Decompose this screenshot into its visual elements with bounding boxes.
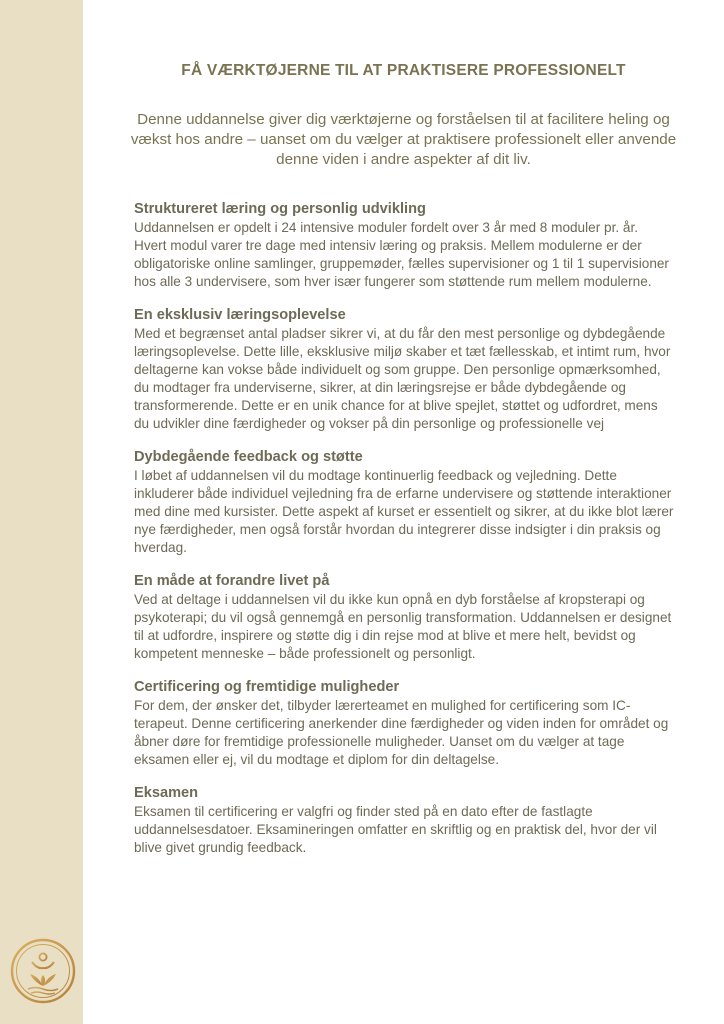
intro-paragraph: Denne uddannelse giver dig værktøjerne og forståelsen til at facilitere heling og vækst hos andre – uanset om du vælger at praktisere professionelt eller anvende denne viden i andre aspekter af dit liv. [130,111,677,168]
section-feedback-support [134,447,674,557]
section-exclusive-experience [134,305,674,433]
decorative-side-strip [0,0,83,1024]
section-body: Uddannelsen er opdelt i 24 intensive moduler fordelt over 3 år med 8 moduler pr. år. Hvert modul varer tre dage med intensiv læring og praksis. Mellem modulerne er der obligatoriske online samlinger, gruppemøder, fælles supervisioner og 1 til 1 supervisioner hos alle 3 undervisere, som hver især fungerer som støttende rum mellem modulerne. [134,220,669,289]
section-body: For dem, der ønsker det, tilbyder lærerteamet en mulighed for certificering som IC-terapeut. Denne certificering anerkender dine færdigheder og viden inden for området og åbner døre for fremtidige professionelle muligheder. Uanset om du vælger at tage eksamen eller ej, vil du modtage et diplom for din deltagelse. [134,698,669,767]
section-title: Dybdegående feedback og støtte [134,449,363,465]
section-title: En eksklusiv læringsoplevelse [134,307,346,323]
section-body: Med et begrænset antal pladser sikrer vi, at du får den mest personlige og dybdegående læringsoplevelse. Dette lille, eksklusive miljø skaber et tæt fællesskab, et intimt rum, hvor deltagerne kan vokse både individuelt og som gruppe. Den personlige opmærksomhed, du modtager fra underviserne, sikrer, at din læringsrejse er både dybdegående og transformerende. Dette er en unik chance for at blive spejlet, støttet og udfordret, mens du udvikler dine færdigheder og vokser på din personlige og professionelle vej [134,326,671,431]
section-body: I løbet af uddannelsen vil du modtage kontinuerlig feedback og vejledning. Dette inkluderer både individuel vejledning fra de erfarne undervisere og støttende interaktioner med dine med kursister. Dette aspekt af kurset er essentielt og sikrer, at du ikke blot lærer nye færdigheder, men også forstår hvordan du integrerer disse indsigter i din praksis og hverdag. [134,468,674,555]
section-exam [134,783,674,857]
section-structured-learning [134,199,674,291]
page-heading: FÅ VÆRKTØJERNE TIL AT PRAKTISERE PROFESSIONELT [181,62,626,79]
lotus-figure-logo-icon [10,938,76,1004]
section-title: Struktureret læring og personlig udvikling [134,201,426,217]
document-page [83,0,724,1024]
section-title: Certificering og fremtidige muligheder [134,679,400,695]
section-title: Eksamen [134,785,199,801]
section-life-change [134,571,674,663]
section-certification [134,677,674,769]
section-body: Ved at deltage i uddannelsen vil du ikke kun opnå en dyb forståelse af kropsterapi og psykoterapi; du vil også gennemgå en personlig transformation. Uddannelsen er designet til at udfordre, inspirere og støtte dig i din rejse mod at blive et mere helt, bevidst og kompetent menneske – både professionelt og personligt. [134,592,672,661]
section-title: En måde at forandre livet på [134,573,330,589]
section-body: Eksamen til certificering er valgfri og finder sted på en dato efter de fastlagte uddannelsesdatoer. Eksamineringen omfatter en skriftlig og en praktisk del, hvor der vil blive givet grundig feedback. [134,804,657,855]
sections-list [134,199,674,871]
